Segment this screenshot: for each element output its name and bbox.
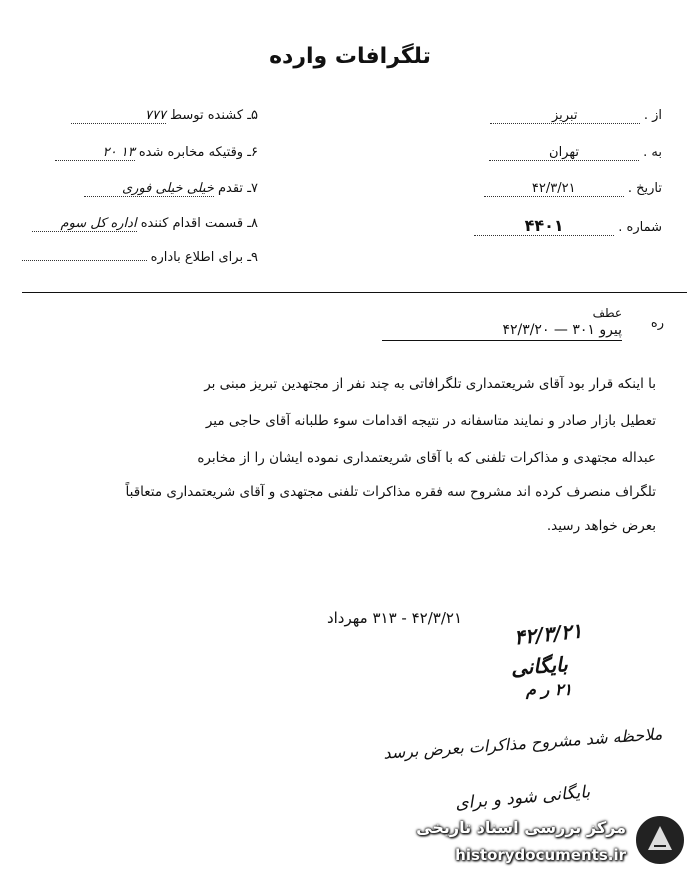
body-line: بعرض خواهد رسید.	[546, 518, 656, 534]
field-9: ۹ـ برای اطلاع باداره	[18, 250, 258, 265]
field-7: ۷ـ تقدم خیلی خیلی فوری	[28, 181, 258, 197]
field-label: قسمت اقدام کننده	[140, 216, 244, 231]
field-label: از	[652, 108, 662, 123]
handwritten-code: ۲۱ ر م	[526, 680, 572, 699]
watermark-title: مرکز بررسی اسناد تاریخی	[416, 818, 626, 837]
field-value: تبریز	[490, 108, 640, 124]
field-num: ۶	[251, 145, 258, 160]
field-to: به . تهران	[462, 145, 662, 161]
field-label: به	[651, 145, 662, 160]
body-line: با اینکه قرار بود آقای شریعتمداری تلگرافاتی به چند نفر از مجتهدین تبریز مبنی بر	[204, 376, 656, 392]
watermark-url: historydocuments.ir	[455, 846, 626, 864]
handwritten-archive: بایگانی	[510, 652, 569, 680]
field-num: ۸	[251, 216, 258, 231]
field-label: تقدم	[217, 181, 244, 196]
separator-line	[22, 292, 687, 293]
field-label: برای اطلاع باداره	[150, 250, 244, 265]
field-num: ۵	[251, 108, 258, 123]
field-8: ۸ـ قسمت اقدام کننده اداره کل سوم	[18, 216, 258, 232]
margin-note: ملاحظه شد مشروح مذاکرات بعرض برسد	[382, 724, 663, 763]
field-value: ۴۲/۳/۲۱	[484, 181, 624, 197]
ref-peyro: پیرو ۳۰۱ — ۴۲/۳/۲۰	[382, 322, 622, 341]
field-label: شماره	[626, 220, 662, 235]
ref-prefix: ره	[650, 316, 664, 331]
field-label: کشنده توسط	[170, 108, 244, 123]
watermark	[394, 808, 694, 874]
field-from: از . تبریز	[462, 108, 662, 124]
signature-note: بایگانی شود و برای	[454, 782, 591, 814]
footer-code: ۴۲/۳/۲۱ - ۳۱۳ مهرداد	[326, 609, 462, 627]
field-label: تاریخ	[636, 181, 662, 196]
field-label: وقتیکه مخابره شده	[138, 145, 244, 160]
field-value: خیلی خیلی فوری	[84, 181, 214, 197]
ref-atf: عطف	[592, 306, 622, 320]
body-line: عبداله مجتهدی و مذاکرات تلفنی که با آقای شریعتمداری نموده ایشان را از مخابره	[197, 450, 656, 466]
body-line: تلگراف منصرف کرده اند مشروح سه فقره مذاکرات تلفنی مجتهدی و آقای شریعتمداری متعاقباً	[125, 484, 656, 500]
field-value	[22, 260, 147, 261]
field-num: ۷	[251, 181, 258, 196]
handwritten-date: ۴۲/۳/۲۱	[512, 618, 584, 650]
field-num: ۹	[251, 250, 258, 265]
document-title: تلگرافات وارده	[269, 44, 431, 69]
field-number: شماره . ۴۴۰۱	[462, 216, 662, 236]
field-5: ۵ـ کشنده توسط ۷۷۷	[28, 108, 258, 124]
field-value: تهران	[489, 145, 639, 161]
field-value: ۷۷۷	[71, 108, 166, 124]
field-date: تاریخ . ۴۲/۳/۲۱	[462, 181, 662, 197]
watermark-logo-icon	[632, 812, 688, 868]
field-value: ۱۳ ۲۰	[55, 145, 135, 161]
field-value: اداره کل سوم	[32, 216, 137, 232]
field-value: ۴۴۰۱	[474, 216, 614, 236]
field-6: ۶ـ وقتیکه مخابره شده ۱۳ ۲۰	[28, 145, 258, 161]
body-line: تعطیل بازار صادر و نمایند متاسفانه در نتیجه اقدامات سوء طلبانه آقای حاجی میر	[205, 413, 656, 429]
